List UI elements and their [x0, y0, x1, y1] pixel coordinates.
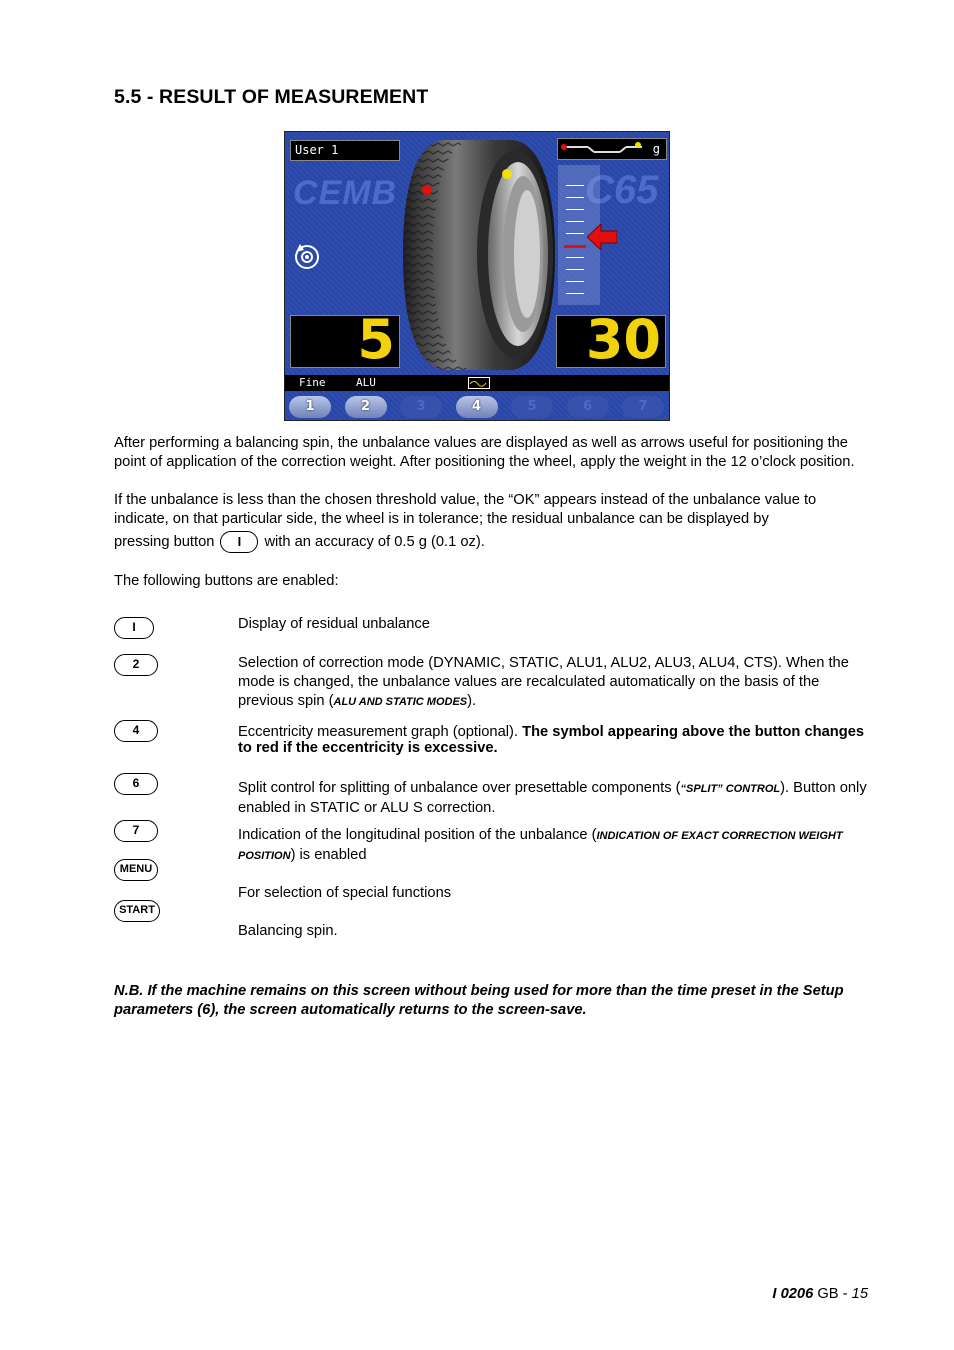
desc-key-i: Display of residual unbalance [238, 616, 430, 632]
section-heading: 5.5 - RESULT OF MEASUREMENT [114, 86, 429, 108]
screen-button-2: 2 [345, 396, 387, 418]
user-display: User 1 [290, 140, 400, 161]
desc-key-4: Eccentricity measurement graph (optional). The symbol appearing above the button changes to red if the eccentricity is excessive. [238, 724, 865, 756]
desc-key-menu: For selection of special functions [238, 885, 452, 901]
wheel-profile-icon [558, 139, 648, 159]
nb-note: N.B. If the machine remains on this screen without being used for more than the time preset in the Setup parameters (6), the screen automatically returns to the screen-save. [114, 983, 844, 1018]
intro-paragraph-3: The following buttons are enabled: [114, 573, 339, 589]
left-unbalance-value: 5 [357, 308, 395, 371]
right-unbalance-display [556, 308, 666, 371]
desc-key-start: Balancing spin. [238, 923, 338, 939]
doc-lang: GB - [817, 1286, 848, 1302]
status-bar [285, 375, 670, 391]
left-unbalance-display [290, 308, 400, 371]
key-4: 4 [114, 720, 158, 742]
tyre-illustration [403, 134, 559, 374]
desc-key-7: Indication of the longitudinal position of the unbalance (INDICATION OF EXACT CORRECTION WEIGHT POSITION) is enabled [238, 827, 843, 863]
key-i: I [114, 617, 154, 639]
model-watermark: C65 [585, 168, 659, 212]
intro-paragraph-2: If the unbalance is less than the chosen threshold value, the “OK” appears instead of the unbalance value to indicate, on that particular side, the wheel is in tolerance; the residual unbalance can be displayed by pressing button I with an accuracy of 0.5 g (0.1 oz). [114, 491, 874, 553]
screen-button-5: 5 [511, 396, 553, 418]
rotation-icon [291, 240, 323, 272]
status-mode: ALU [356, 376, 376, 389]
doc-code: I 0206 [772, 1286, 814, 1302]
screen-button-row [285, 392, 670, 421]
key-6: 6 [114, 773, 158, 795]
key-start: START [114, 900, 160, 922]
page-number: 15 [851, 1286, 868, 1302]
key-i-inline: I [220, 531, 258, 553]
key-7: 7 [114, 820, 158, 842]
screen-button-3: 3 [400, 396, 442, 418]
weight-gauge-display [557, 138, 667, 160]
page-footer [772, 1286, 868, 1302]
key-2: 2 [114, 654, 158, 676]
screen-button-7: 7 [622, 396, 664, 418]
balancer-screen-figure [284, 131, 670, 421]
screen-button-1: 1 [289, 396, 331, 418]
status-fine: Fine [299, 376, 326, 389]
desc-key-6: Split control for splitting of unbalance over presettable components (“SPLIT” CONTROL). Button only enabled in STATIC or ALU S correction. [238, 780, 867, 816]
right-weight-marker [502, 169, 512, 179]
left-weight-marker [422, 185, 432, 195]
screen-button-4: 4 [456, 396, 498, 418]
screen-button-6: 6 [567, 396, 609, 418]
unit-label: g [652, 142, 660, 156]
left-arrow-icon [587, 224, 617, 250]
desc-key-2: Selection of correction mode (DYNAMIC, STATIC, ALU1, ALU2, ALU3, ALU4, CTS). When the mode is changed, the unbalance values are recalculated automatically on the basis of the previous spin (ALU AND STATIC MODES). [238, 655, 849, 709]
intro-paragraph-1: After performing a balancing spin, the unbalance values are displayed as well as arrows useful for positioning the point of application of the correction weight. After positioning the wheel, apply the weight in the 12 o’clock position. [114, 435, 855, 470]
right-unbalance-value: 30 [585, 308, 661, 371]
key-menu: MENU [114, 859, 158, 881]
eccentricity-graph-icon [468, 377, 490, 389]
brand-watermark: CEMB [293, 174, 398, 212]
